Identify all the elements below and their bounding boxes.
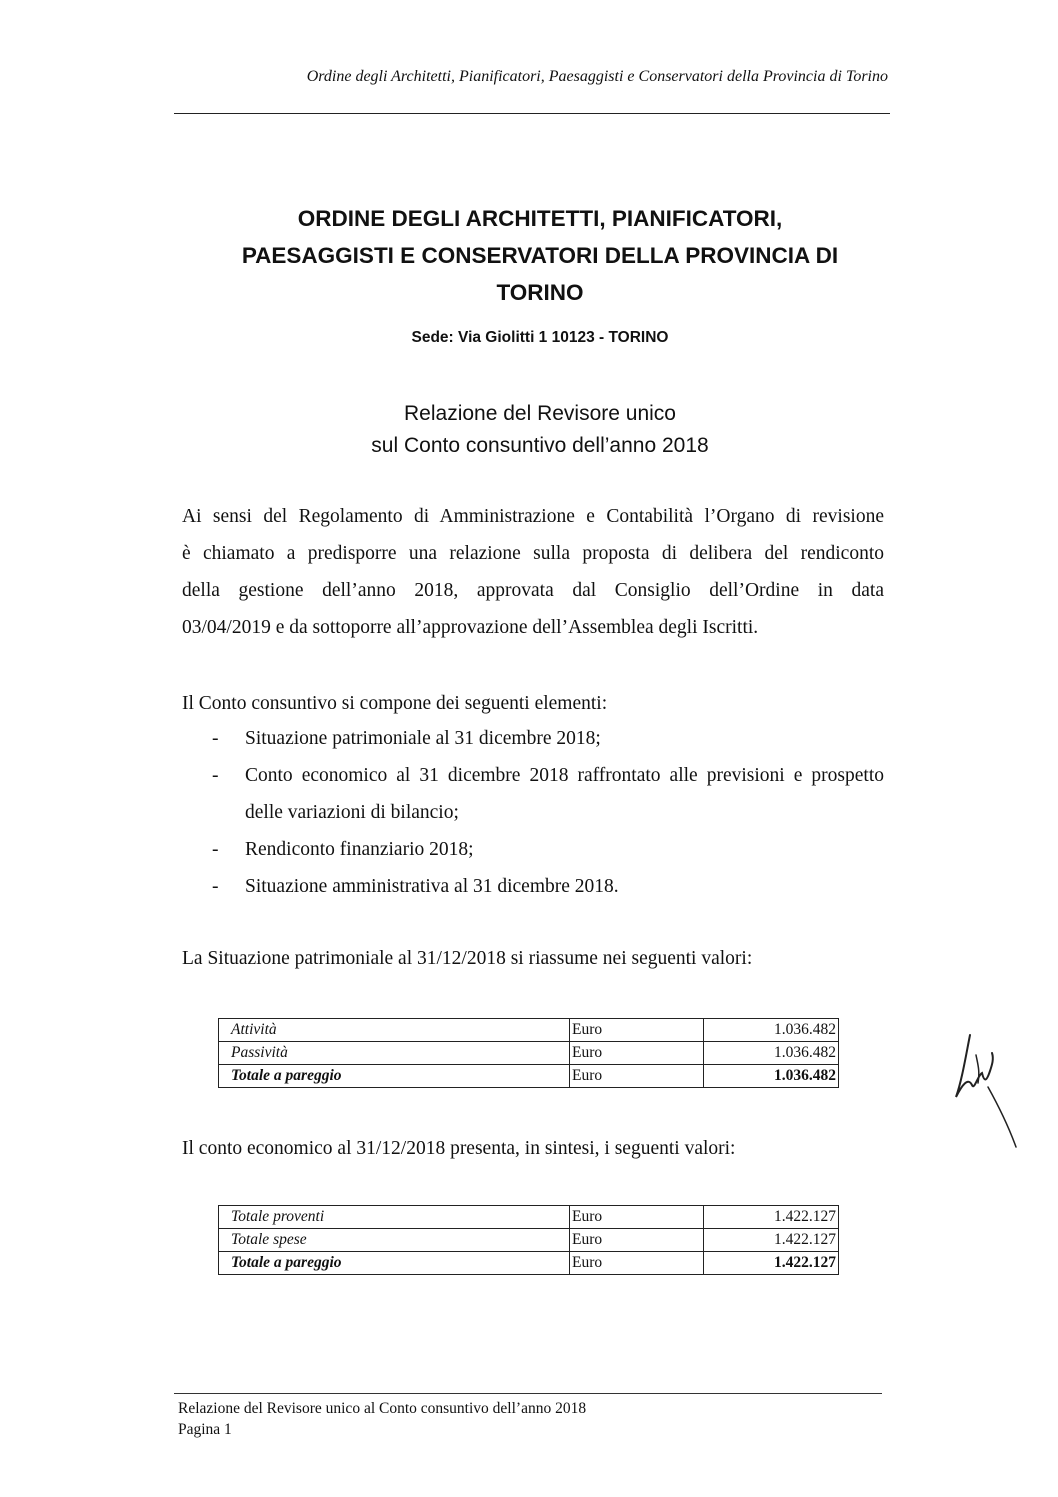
economico-table [218,1205,839,1275]
table-cell-value: 1.422.127 [704,1252,839,1275]
economico-intro: Il conto economico al 31/12/2018 presenta, in sintesi, i seguenti valori: [182,1138,736,1159]
doc-title-line: Relazione del Revisore unico [404,402,676,425]
doc-title-line: sul Conto consuntivo dell’anno 2018 [371,434,709,457]
table-cell-label: Attività [219,1019,570,1042]
table-cell-label: Totale a pareggio [219,1065,570,1088]
patrimoniale-intro: La Situazione patrimoniale al 31/12/2018 si riassume nei seguenti valori: [182,948,753,969]
table-row [219,1019,839,1042]
table-row-total [219,1252,839,1275]
table-row [219,1206,839,1229]
elements-intro: Il Conto consuntivo si compone dei seguenti elementi: [182,693,608,714]
table-row-total [219,1065,839,1088]
header-divider [174,113,890,114]
handwritten-signature [948,1025,1028,1155]
headquarters-address: Sede: Via Giolitti 1 10123 - TORINO [411,329,669,346]
org-title-line: PAESAGGISTI E CONSERVATORI DELLA PROVINCIA DI [241,243,839,268]
table-cell-label: Totale proventi [219,1206,570,1229]
list-item-text: Situazione amministrativa al 31 dicembre 2018. [245,876,619,897]
table-row [219,1042,839,1065]
footer-title: Relazione del Revisore unico al Conto consuntivo dell’anno 2018 [178,1400,587,1417]
list-item [182,757,884,831]
list-dash: - [212,728,219,749]
list-dash: - [212,765,219,786]
org-title-line: TORINO [496,280,584,305]
page-number: Pagina 1 [178,1421,232,1438]
table-cell-currency: Euro [570,1065,704,1088]
table-cell-label: Totale a pareggio [219,1252,570,1275]
table-cell-value: 1.422.127 [704,1206,839,1229]
list-item [182,720,884,757]
paragraph-line: è chiamato a predisporre una relazione sulla proposta di delibera del rendiconto [182,543,884,564]
table-cell-value: 1.036.482 [704,1065,839,1088]
table-cell-label: Passività [219,1042,570,1065]
paragraph-line: 03/04/2019 e da sottoporre all’approvazione dell’Assemblea degli Iscritti. [182,617,759,638]
table-cell-label: Totale spese [219,1229,570,1252]
table-cell-currency: Euro [570,1206,704,1229]
running-header: Ordine degli Architetti, Pianificatori, Paesaggisti e Conservatori della Provincia di Torino [306,68,888,85]
table-cell-value: 1.036.482 [704,1042,839,1065]
list-item-text: Rendiconto finanziario 2018; [245,839,474,860]
table-row [219,1229,839,1252]
patrimoniale-table [218,1018,839,1088]
table-cell-value: 1.036.482 [704,1019,839,1042]
list-item-text: Conto economico al 31 dicembre 2018 raffrontato alle previsioni e prospetto [245,765,884,786]
page-footer [178,1398,586,1440]
footer-divider [174,1393,882,1394]
list-item [182,831,884,868]
list-item-text: delle variazioni di bilancio; [245,802,459,823]
table-cell-currency: Euro [570,1019,704,1042]
list-item-text: Situazione patrimoniale al 31 dicembre 2018; [245,728,601,749]
table-cell-currency: Euro [570,1229,704,1252]
elements-list [182,720,884,905]
list-dash: - [212,839,219,860]
organization-title [150,200,930,311]
paragraph-line: Ai sensi del Regolamento di Amministrazione e Contabilità l’Organo di revisione [182,506,884,527]
table-cell-currency: Euro [570,1042,704,1065]
org-title-line: ORDINE DEGLI ARCHITETTI, PIANIFICATORI, [297,206,783,231]
paragraph-line: della gestione dell’anno 2018, approvata dal Consiglio dell’Ordine in data [182,580,884,601]
document-title [150,398,930,462]
list-item [182,868,884,905]
list-dash: - [212,876,219,897]
intro-paragraph [182,498,884,609]
table-cell-value: 1.422.127 [704,1229,839,1252]
table-cell-currency: Euro [570,1252,704,1275]
